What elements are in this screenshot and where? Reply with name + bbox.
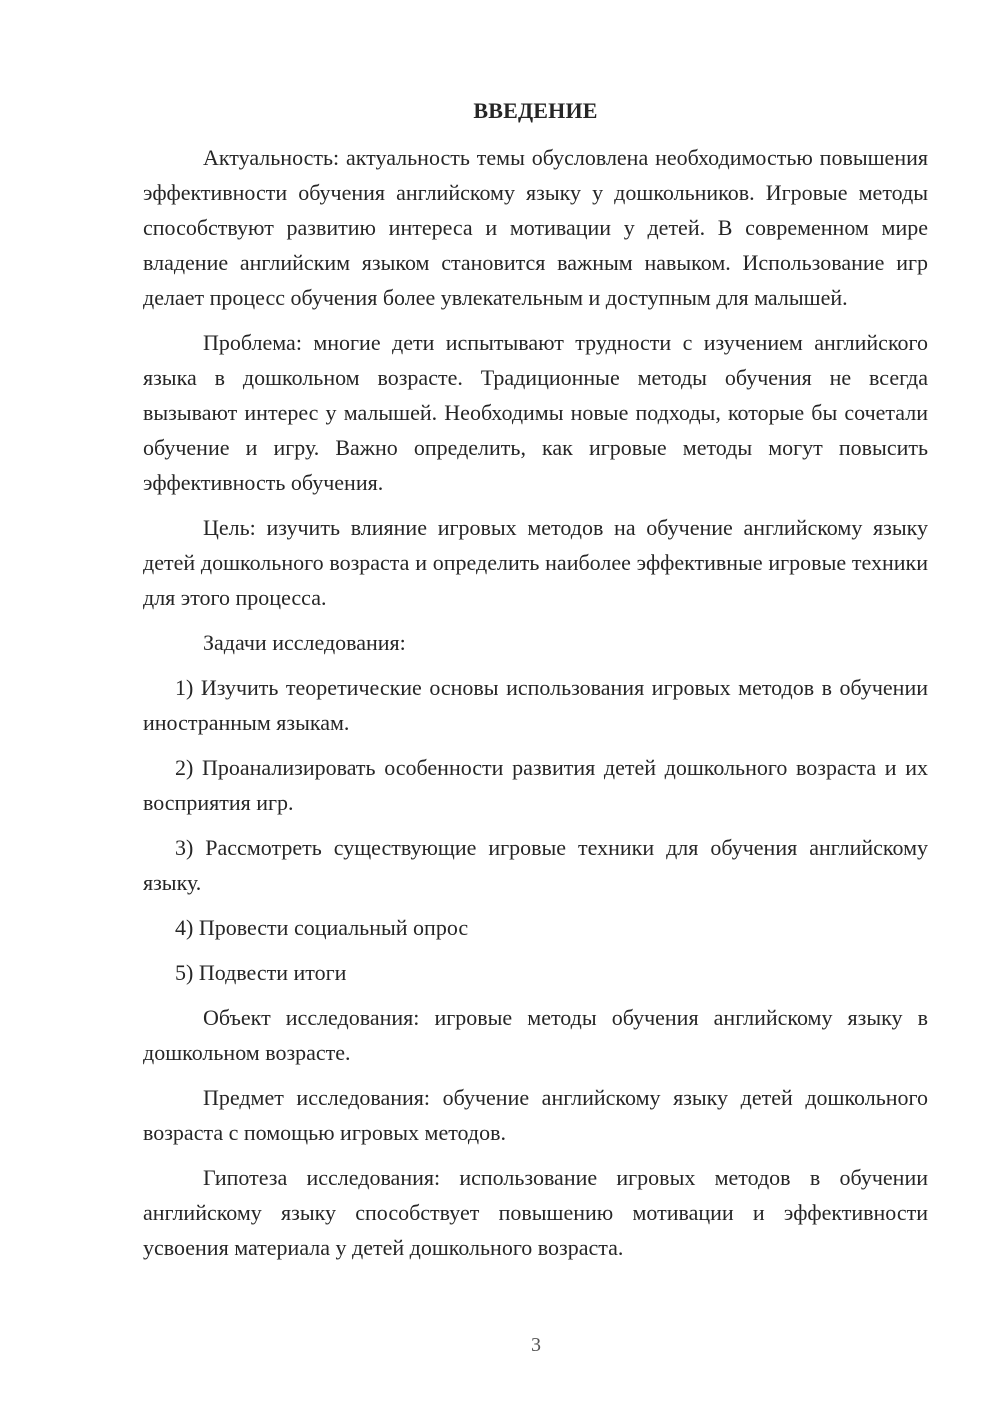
tasks-heading: Задачи исследования: — [203, 630, 406, 655]
task-item: 1) Изучить теоретические основы использования игровых методов в обучении иностранным языкам. — [143, 675, 928, 735]
page-number: 3 — [531, 1334, 541, 1356]
document-page — [143, 94, 928, 1275]
task-item: 5) Подвести итоги — [175, 960, 347, 985]
object-paragraph: Объект исследования: игровые методы обучения английскому языку в дошкольном возрасте. — [143, 1005, 928, 1065]
hypothesis-paragraph: Гипотеза исследования: использование игровых методов в обучении английскому языку способствует повышению мотивации и эффективности усвоения материала у детей дошкольного возраста. — [143, 1165, 928, 1260]
task-item: 3) Рассмотреть существующие игровые техники для обучения английскому языку. — [143, 835, 928, 895]
tasks-list — [143, 670, 928, 990]
problem-paragraph: Проблема: многие дети испытывают трудности с изучением английского языка в дошкольном возрасте. Традиционные методы обучения не всегда вызывают интерес у малышей. Необходимы новые подходы, которые бы сочетали обучение и игру. Важно определить, как игровые методы могут повысить эффективность обучения. — [143, 330, 928, 495]
task-item: 4) Провести социальный опрос — [175, 915, 469, 940]
subject-paragraph: Предмет исследования: обучение английскому языку детей дошкольного возраста с помощью игровых методов. — [143, 1085, 928, 1145]
page-title: ВВЕДЕНИЕ — [473, 98, 598, 123]
task-item: 2) Проанализировать особенности развития детей дошкольного возраста и их восприятия игр. — [143, 755, 928, 815]
relevance-paragraph: Актуальность: актуальность темы обусловлена необходимостью повышения эффективности обучения английскому языку у дошкольников. Игровые методы способствуют развитию интереса и мотивации у детей. В современном мире владение английским языком становится важным навыком. Использование игр делает процесс обучения более увлекательным и доступным для малышей. — [143, 145, 928, 310]
goal-paragraph: Цель: изучить влияние игровых методов на обучение английскому языку детей дошкольного возраста и определить наиболее эффективные игровые техники для этого процесса. — [143, 515, 928, 610]
